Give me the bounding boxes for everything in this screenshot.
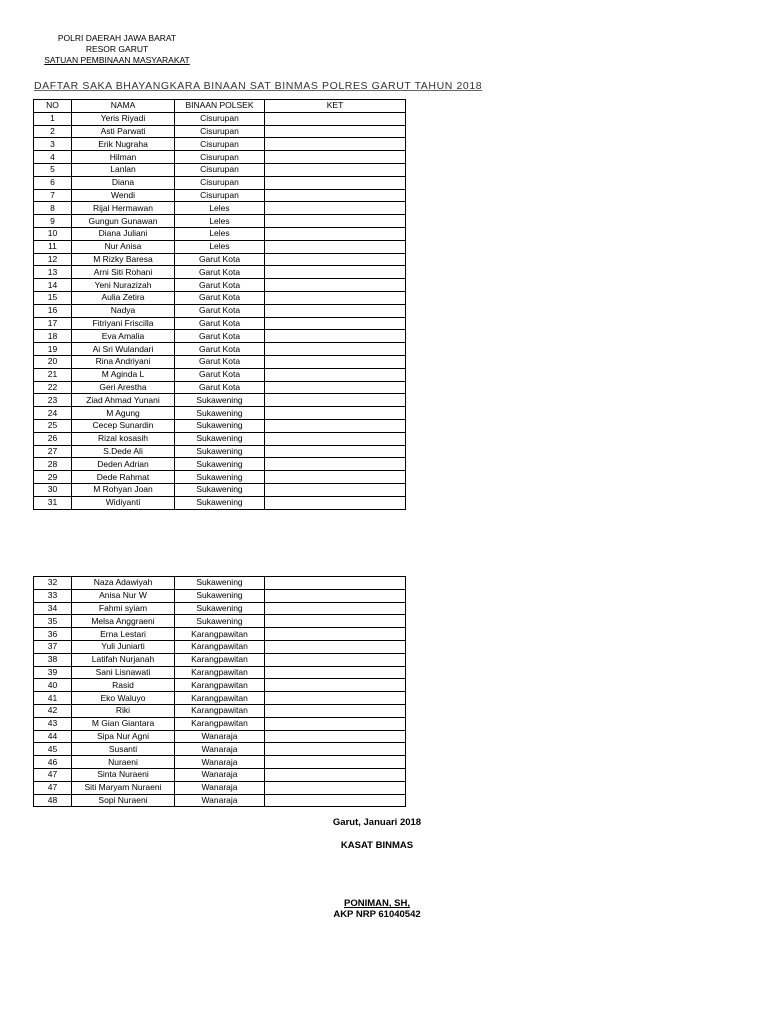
- table-row: [34, 215, 406, 228]
- cell-polsek: Garut Kota: [175, 317, 265, 330]
- cell-ket: [265, 768, 406, 781]
- cell-no: 28: [34, 458, 72, 471]
- cell-no: 38: [34, 653, 72, 666]
- table-row: [34, 666, 406, 679]
- cell-no: 7: [34, 189, 72, 202]
- cell-nama: M Aginda L: [72, 368, 175, 381]
- cell-nama: Riki: [72, 704, 175, 717]
- cell-nama: Deden Adrian: [72, 458, 175, 471]
- cell-ket: [265, 628, 406, 641]
- cell-no: 46: [34, 756, 72, 769]
- cell-polsek: Leles: [175, 227, 265, 240]
- cell-ket: [265, 317, 406, 330]
- cell-nama: Eko Waluyo: [72, 692, 175, 705]
- cell-nama: Cecep Sunardin: [72, 419, 175, 432]
- table-row: [34, 125, 406, 138]
- table-row: [34, 692, 406, 705]
- member-table-page-2: [33, 576, 406, 807]
- cell-polsek: Cisurupan: [175, 163, 265, 176]
- cell-nama: Melsa Anggraeni: [72, 615, 175, 628]
- cell-polsek: Wanaraja: [175, 781, 265, 794]
- cell-no: 14: [34, 279, 72, 292]
- table-row: [34, 602, 406, 615]
- cell-polsek: Leles: [175, 215, 265, 228]
- cell-polsek: Leles: [175, 240, 265, 253]
- cell-nama: Naza Adawiyah: [72, 577, 175, 590]
- cell-nama: Ai Sri Wulandari: [72, 343, 175, 356]
- cell-polsek: Karangpawitan: [175, 666, 265, 679]
- cell-polsek: Cisurupan: [175, 176, 265, 189]
- letterhead-line-2: RESOR GARUT: [85, 44, 149, 54]
- table-row: [34, 138, 406, 151]
- cell-no: 12: [34, 253, 72, 266]
- cell-nama: Asti Parwati: [72, 125, 175, 138]
- cell-ket: [265, 176, 406, 189]
- cell-nama: Erik Nugraha: [72, 138, 175, 151]
- cell-ket: [265, 381, 406, 394]
- cell-nama: Nadya: [72, 304, 175, 317]
- cell-nama: M Gian Giantara: [72, 717, 175, 730]
- table-row: [34, 640, 406, 653]
- signature-name: PONIMAN, SH,: [344, 898, 410, 909]
- cell-polsek: Cisurupan: [175, 125, 265, 138]
- table-row: [34, 266, 406, 279]
- signature-role: KASAT BINMAS: [340, 840, 414, 851]
- cell-ket: [265, 304, 406, 317]
- cell-ket: [265, 666, 406, 679]
- cell-polsek: Karangpawitan: [175, 704, 265, 717]
- cell-no: 41: [34, 692, 72, 705]
- cell-nama: Gungun Gunawan: [72, 215, 175, 228]
- cell-ket: [265, 692, 406, 705]
- cell-no: 19: [34, 343, 72, 356]
- cell-nama: Sopi Nuraeni: [72, 794, 175, 807]
- cell-no: 16: [34, 304, 72, 317]
- cell-polsek: Garut Kota: [175, 253, 265, 266]
- table-row: [34, 756, 406, 769]
- cell-polsek: Garut Kota: [175, 291, 265, 304]
- cell-no: 20: [34, 355, 72, 368]
- cell-no: 27: [34, 445, 72, 458]
- table-row: [34, 317, 406, 330]
- cell-polsek: Karangpawitan: [175, 640, 265, 653]
- table-row: [34, 730, 406, 743]
- cell-no: 43: [34, 717, 72, 730]
- cell-polsek: Wanaraja: [175, 743, 265, 756]
- cell-nama: M Rizky Baresa: [72, 253, 175, 266]
- cell-nama: Rijal Hermawan: [72, 202, 175, 215]
- cell-polsek: Sukawening: [175, 589, 265, 602]
- cell-no: 39: [34, 666, 72, 679]
- cell-ket: [265, 125, 406, 138]
- cell-no: 3: [34, 138, 72, 151]
- table-row: [34, 496, 406, 509]
- cell-no: 34: [34, 602, 72, 615]
- cell-polsek: Sukawening: [175, 496, 265, 509]
- cell-polsek: Sukawening: [175, 394, 265, 407]
- column-header-polsek: BINAAN POLSEK: [175, 100, 265, 113]
- table-row: [34, 781, 406, 794]
- table-row: [34, 432, 406, 445]
- cell-ket: [265, 215, 406, 228]
- cell-ket: [265, 112, 406, 125]
- cell-nama: Yeni Nurazizah: [72, 279, 175, 292]
- cell-polsek: Wanaraja: [175, 768, 265, 781]
- table-row: [34, 589, 406, 602]
- cell-no: 45: [34, 743, 72, 756]
- table-row: [34, 202, 406, 215]
- cell-ket: [265, 589, 406, 602]
- cell-no: 30: [34, 483, 72, 496]
- cell-no: 18: [34, 330, 72, 343]
- cell-no: 33: [34, 589, 72, 602]
- cell-polsek: Sukawening: [175, 445, 265, 458]
- cell-ket: [265, 730, 406, 743]
- cell-no: 42: [34, 704, 72, 717]
- table-row: [34, 368, 406, 381]
- cell-no: 44: [34, 730, 72, 743]
- column-header-nama: NAMA: [72, 100, 175, 113]
- cell-nama: M Agung: [72, 407, 175, 420]
- cell-ket: [265, 291, 406, 304]
- table-row: [34, 458, 406, 471]
- cell-nama: Latifah Nurjanah: [72, 653, 175, 666]
- table-row: [34, 304, 406, 317]
- cell-no: 21: [34, 368, 72, 381]
- cell-no: 6: [34, 176, 72, 189]
- cell-ket: [265, 407, 406, 420]
- cell-no: 35: [34, 615, 72, 628]
- cell-nama: Sinta Nuraeni: [72, 768, 175, 781]
- cell-ket: [265, 615, 406, 628]
- cell-no: 17: [34, 317, 72, 330]
- cell-no: 37: [34, 640, 72, 653]
- table-row: [34, 717, 406, 730]
- member-table-page-1: [33, 99, 406, 510]
- table-row: [34, 112, 406, 125]
- cell-polsek: Wanaraja: [175, 756, 265, 769]
- cell-no: 47: [34, 781, 72, 794]
- cell-polsek: Sukawening: [175, 458, 265, 471]
- cell-polsek: Sukawening: [175, 483, 265, 496]
- table-row: [34, 679, 406, 692]
- cell-ket: [265, 756, 406, 769]
- cell-polsek: Leles: [175, 202, 265, 215]
- table-row: [34, 445, 406, 458]
- cell-polsek: Cisurupan: [175, 138, 265, 151]
- cell-no: 8: [34, 202, 72, 215]
- table-row: [34, 394, 406, 407]
- cell-ket: [265, 445, 406, 458]
- cell-ket: [265, 138, 406, 151]
- cell-polsek: Sukawening: [175, 577, 265, 590]
- table-row: [34, 615, 406, 628]
- cell-nama: Susanti: [72, 743, 175, 756]
- table-row: [34, 227, 406, 240]
- cell-ket: [265, 151, 406, 164]
- cell-nama: Widiyanti: [72, 496, 175, 509]
- cell-ket: [265, 189, 406, 202]
- cell-ket: [265, 227, 406, 240]
- table-row: [34, 151, 406, 164]
- cell-polsek: Karangpawitan: [175, 692, 265, 705]
- cell-ket: [265, 704, 406, 717]
- letterhead: [32, 33, 202, 66]
- column-header-no: NO: [34, 100, 72, 113]
- cell-ket: [265, 743, 406, 756]
- cell-ket: [265, 496, 406, 509]
- cell-ket: [265, 163, 406, 176]
- cell-polsek: Cisurupan: [175, 189, 265, 202]
- cell-nama: Sipa Nur Agni: [72, 730, 175, 743]
- cell-polsek: Garut Kota: [175, 381, 265, 394]
- cell-nama: Yuli Juniarti: [72, 640, 175, 653]
- cell-no: 32: [34, 577, 72, 590]
- cell-ket: [265, 330, 406, 343]
- cell-no: 10: [34, 227, 72, 240]
- cell-ket: [265, 458, 406, 471]
- table-row: [34, 381, 406, 394]
- cell-ket: [265, 640, 406, 653]
- cell-nama: Rizal kosasih: [72, 432, 175, 445]
- column-header-ket: KET: [265, 100, 406, 113]
- table-row: [34, 189, 406, 202]
- cell-polsek: Sukawening: [175, 432, 265, 445]
- cell-polsek: Garut Kota: [175, 343, 265, 356]
- cell-ket: [265, 602, 406, 615]
- table-row: [34, 279, 406, 292]
- cell-polsek: Cisurupan: [175, 151, 265, 164]
- cell-no: 15: [34, 291, 72, 304]
- table-row: [34, 483, 406, 496]
- cell-polsek: Garut Kota: [175, 368, 265, 381]
- cell-nama: Hilman: [72, 151, 175, 164]
- cell-polsek: Karangpawitan: [175, 628, 265, 641]
- cell-nama: Eva Amalia: [72, 330, 175, 343]
- cell-polsek: Sukawening: [175, 615, 265, 628]
- cell-ket: [265, 577, 406, 590]
- cell-polsek: Sukawening: [175, 419, 265, 432]
- cell-nama: Sani Lisnawati: [72, 666, 175, 679]
- cell-ket: [265, 794, 406, 807]
- cell-ket: [265, 240, 406, 253]
- cell-no: 22: [34, 381, 72, 394]
- table-row: [34, 355, 406, 368]
- table-header-row: [34, 100, 406, 113]
- cell-ket: [265, 781, 406, 794]
- cell-no: 29: [34, 471, 72, 484]
- cell-polsek: Garut Kota: [175, 266, 265, 279]
- cell-nama: Geri Arestha: [72, 381, 175, 394]
- cell-ket: [265, 679, 406, 692]
- cell-nama: Ziad Ahmad Yunani: [72, 394, 175, 407]
- cell-no: 31: [34, 496, 72, 509]
- cell-polsek: Sukawening: [175, 407, 265, 420]
- cell-ket: [265, 717, 406, 730]
- cell-nama: Erna Lestari: [72, 628, 175, 641]
- cell-nama: S.Dede Ali: [72, 445, 175, 458]
- cell-no: 4: [34, 151, 72, 164]
- cell-ket: [265, 394, 406, 407]
- cell-no: 24: [34, 407, 72, 420]
- cell-polsek: Sukawening: [175, 471, 265, 484]
- cell-polsek: Wanaraja: [175, 794, 265, 807]
- cell-ket: [265, 343, 406, 356]
- cell-polsek: Karangpawitan: [175, 679, 265, 692]
- cell-no: 13: [34, 266, 72, 279]
- cell-nama: Anisa Nur W: [72, 589, 175, 602]
- table-row: [34, 176, 406, 189]
- cell-polsek: Garut Kota: [175, 355, 265, 368]
- cell-ket: [265, 483, 406, 496]
- cell-no: 23: [34, 394, 72, 407]
- document-title: DAFTAR SAKA BHAYANGKARA BINAAN SAT BINMAS POLRES GARUT TAHUN 2018: [34, 80, 483, 92]
- cell-ket: [265, 419, 406, 432]
- cell-nama: Diana Juliani: [72, 227, 175, 240]
- table-row: [34, 768, 406, 781]
- table-row: [34, 163, 406, 176]
- cell-polsek: Garut Kota: [175, 304, 265, 317]
- cell-polsek: Garut Kota: [175, 330, 265, 343]
- cell-no: 26: [34, 432, 72, 445]
- cell-no: 25: [34, 419, 72, 432]
- cell-no: 40: [34, 679, 72, 692]
- letterhead-line-3: SATUAN PEMBINAAN MASYARAKAT: [44, 55, 190, 65]
- cell-no: 1: [34, 112, 72, 125]
- cell-ket: [265, 432, 406, 445]
- table-row: [34, 743, 406, 756]
- cell-polsek: Wanaraja: [175, 730, 265, 743]
- cell-ket: [265, 368, 406, 381]
- cell-nama: Yeris Riyadi: [72, 112, 175, 125]
- cell-no: 5: [34, 163, 72, 176]
- cell-nama: Wendi: [72, 189, 175, 202]
- cell-polsek: Sukawening: [175, 602, 265, 615]
- cell-nama: Fahmi syiam: [72, 602, 175, 615]
- cell-ket: [265, 471, 406, 484]
- cell-polsek: Karangpawitan: [175, 717, 265, 730]
- cell-no: 47: [34, 768, 72, 781]
- cell-ket: [265, 253, 406, 266]
- table-row: [34, 419, 406, 432]
- cell-polsek: Karangpawitan: [175, 653, 265, 666]
- table-row: [34, 343, 406, 356]
- cell-nama: Rina Andriyani: [72, 355, 175, 368]
- cell-nama: Diana: [72, 176, 175, 189]
- cell-polsek: Cisurupan: [175, 112, 265, 125]
- cell-polsek: Garut Kota: [175, 279, 265, 292]
- signature-place-date: Garut, Januari 2018: [332, 817, 422, 828]
- cell-no: 48: [34, 794, 72, 807]
- cell-nama: Dede Rahmat: [72, 471, 175, 484]
- cell-no: 36: [34, 628, 72, 641]
- cell-ket: [265, 355, 406, 368]
- cell-ket: [265, 266, 406, 279]
- cell-nama: Nur Anisa: [72, 240, 175, 253]
- table-row: [34, 253, 406, 266]
- cell-nama: Siti Maryam Nuraeni: [72, 781, 175, 794]
- cell-nama: Arni Siti Rohani: [72, 266, 175, 279]
- table-row: [34, 471, 406, 484]
- letterhead-line-1: POLRI DAERAH JAWA BARAT: [57, 33, 177, 43]
- cell-ket: [265, 202, 406, 215]
- cell-ket: [265, 279, 406, 292]
- table-row: [34, 628, 406, 641]
- cell-nama: Rasid: [72, 679, 175, 692]
- cell-nama: Aulia Zetira: [72, 291, 175, 304]
- table-row: [34, 291, 406, 304]
- table-row: [34, 240, 406, 253]
- table-row: [34, 794, 406, 807]
- cell-no: 11: [34, 240, 72, 253]
- table-row: [34, 704, 406, 717]
- table-row: [34, 653, 406, 666]
- cell-no: 2: [34, 125, 72, 138]
- table-row: [34, 407, 406, 420]
- cell-ket: [265, 653, 406, 666]
- cell-nama: Fitriyani Friscilla: [72, 317, 175, 330]
- table-row: [34, 330, 406, 343]
- cell-nama: M Rohyan Joan: [72, 483, 175, 496]
- table-row: [34, 577, 406, 590]
- cell-no: 9: [34, 215, 72, 228]
- cell-nama: Nuraeni: [72, 756, 175, 769]
- signature-nrp: AKP NRP 61040542: [333, 909, 421, 920]
- cell-nama: Lanlan: [72, 163, 175, 176]
